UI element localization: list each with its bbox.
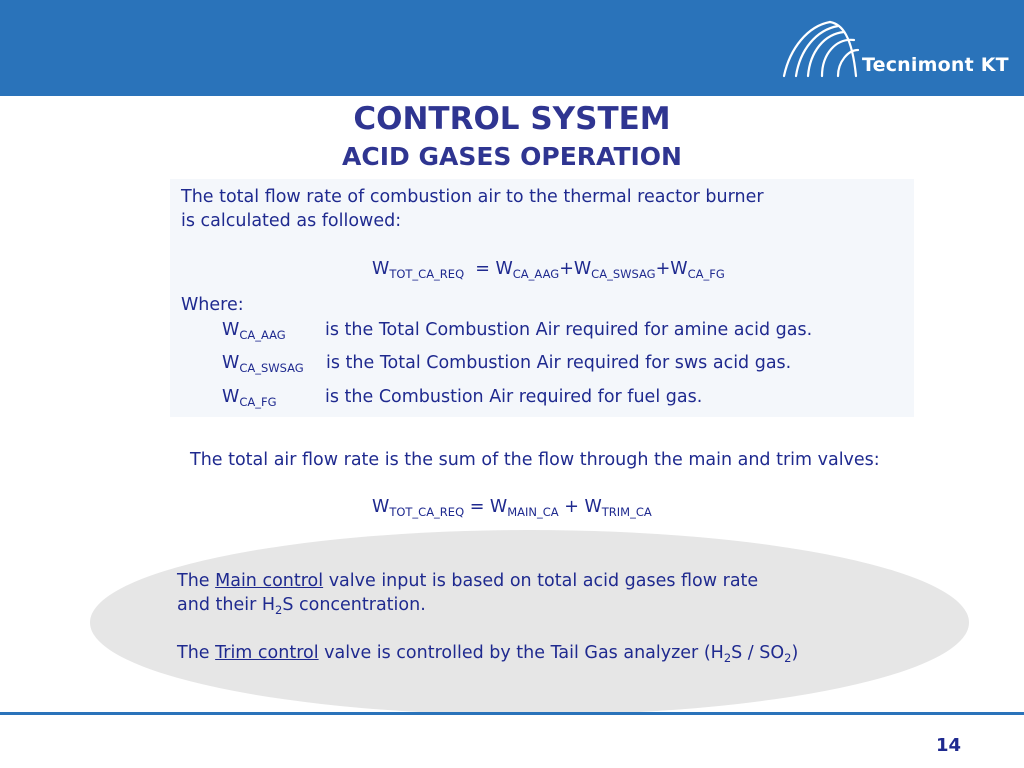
sum-description: The total air flow rate is the sum of the flow through the main and trim valves: xyxy=(190,450,880,470)
def-symbol-swsag: $W_{CA\_SWSAG}$ xyxy=(222,353,304,375)
def-text-swsag: is the Total Combustion Air required for sws acid gas. xyxy=(326,353,792,373)
arcs-logo-icon xyxy=(778,18,862,80)
main-control-line-1: The Main control valve input is based on total acid gases flow rate xyxy=(177,571,759,591)
intro-line-2: is calculated as followed: xyxy=(181,211,402,231)
header-bar xyxy=(0,0,1024,96)
company-logo xyxy=(778,18,1018,80)
trim-control-link[interactable]: Trim control xyxy=(215,643,319,663)
where-label: Where: xyxy=(181,295,244,315)
definition-box xyxy=(170,179,914,417)
brand-name: Tecnimont KT xyxy=(862,54,1009,76)
slide-title: CONTROL SYSTEM xyxy=(353,101,671,137)
def-symbol-aag: $W_{CA\_AAG}$ xyxy=(222,320,286,342)
main-control-line-2: and their $H_2S$ concentration. xyxy=(177,595,426,617)
def-text-fg: is the Combustion Air required for fuel gas. xyxy=(325,387,703,407)
sum-equation: $W_{TOT\_CA\_REQ} = W_{MAIN\_CA} + W_{TRIM\_CA}$ xyxy=(372,497,652,519)
intro-line-1: The total flow rate of combustion air to the thermal reactor burner xyxy=(181,187,764,207)
combustion-equation: $W_{TOT\_CA\_REQ} = W_{CA\_AAG}+W_{CA\_SWSAG}+W_{CA\_FG}$ xyxy=(372,259,725,281)
page-number: 14 xyxy=(936,735,962,756)
footer-divider xyxy=(0,712,1024,715)
def-text-aag: is the Total Combustion Air required for amine acid gas. xyxy=(325,320,813,340)
trim-control-line: The Trim control valve is controlled by the Tail Gas analyzer $(H_2S / SO_2)$ xyxy=(177,643,799,665)
slide-subtitle: ACID GASES OPERATION xyxy=(342,142,682,171)
main-control-link[interactable]: Main control xyxy=(215,571,324,591)
def-symbol-fg: $W_{CA\_FG}$ xyxy=(222,387,277,409)
control-note-ellipse xyxy=(90,530,969,715)
